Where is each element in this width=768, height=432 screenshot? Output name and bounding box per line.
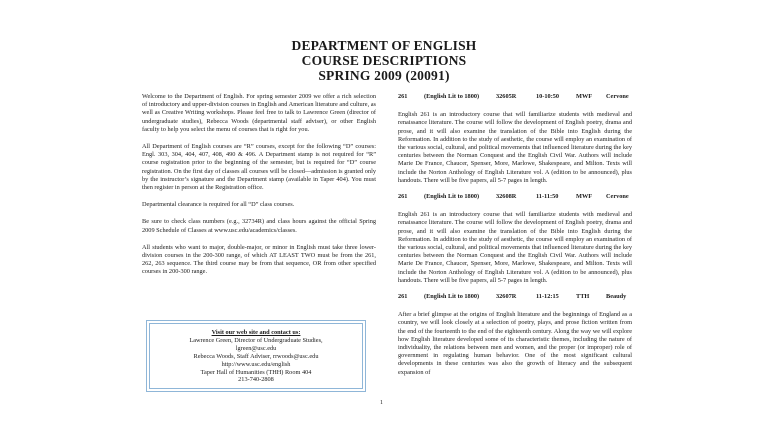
course-types-paragraph: All Department of English courses are “R” courses, except for the following “D” courses: Engl. 303, 304, 404, 407, 408, 490 & 496. A Department stamp is not required for “R” course registration prior to the beginning of the semester, but is required for “D” course registration. On the first day of classes all courses will be closed—admission is granted only by the instructor’s signature and the Department stamp (available in Taper 404). You must then register in person at the Registration office. (142, 143, 376, 192)
course-class-number: 32607R (496, 293, 517, 301)
course-number: 261 (398, 93, 408, 100)
contact-line: Lawrence Green, Director of Undergraduate Studies, (189, 336, 323, 344)
course-header (398, 193, 632, 201)
course-description: English 261 is an introductory course that will familiarize students with medieval and renaissance literature. The course will follow the development of English poetry, drama and prose, and it will also examine the translation of the Bible into English during the Reformation. In addition to the study of aesthetic, the course will employ an examination of the various social, cultural, and political movements that influenced literature during the key centuries between the Norman Conquest and the English Civil War. Authors will include Marie De France, Chaucer, Spenser, More, Marlowe, Shakespeare, and Milton. Texts will include the Norton Anthology of English Literature vol. A (edition to be announced), plus handouts. There will be five papers, all 5-7 pages in length. (398, 111, 632, 184)
class-numbers-paragraph: Be sure to check class numbers (e.g., 32734R) and class hours against the official Spring 2009 Schedule of Classes at www.usc.edu/academics/classes. (142, 218, 376, 234)
contact-phone: 213-740-2808 (238, 376, 274, 384)
course-days: MWF (576, 193, 593, 201)
major-requirements-paragraph: All students who want to major, double-major, or minor in English must take three lower-division courses in the 200-300 range, of which AT LEAST TWO must be from the 261, 262, 263 sequence. The third course may be from that sequence, OR from other specified courses in 200-300 range. (142, 243, 376, 276)
course-instructor: Beaudy (606, 293, 627, 301)
contact-address: Taper Hall of Humanities (THH) Room 404 (200, 368, 312, 376)
page-header (0, 38, 768, 83)
course-title: (English Lit to 1800) (424, 293, 480, 301)
contact-box (149, 323, 363, 389)
course-time: 11-12:15 (536, 293, 559, 301)
course-title: (English Lit to 1800) (424, 193, 480, 201)
document-title: COURSE DESCRIPTIONS (301, 53, 467, 68)
course-instructor: Cervone (606, 93, 629, 100)
course-time: 11-11:50 (536, 193, 559, 201)
course-number: 261 (398, 193, 408, 201)
semester-title: SPRING 2009 (20091) (318, 68, 450, 83)
course-number: 261 (398, 293, 408, 301)
course-class-number: 32608R (496, 193, 517, 201)
course-instructor: Cervone (606, 193, 629, 201)
department-title: DEPARTMENT OF ENGLISH (291, 38, 477, 53)
course-days: TTH (576, 293, 590, 301)
contact-email-green[interactable]: lgreen@usc.edu (235, 344, 277, 352)
course-description: After a brief glimpse at the origins of English literature and the beginnings of England as a country, we will look closely at a selection of poetry, plays, and prose fiction written from the end of the fourteenth to the end of the eighteenth century. Along the way we will explore how English literature developed some of its characteristic themes, including the nature of individuality, the relations between men and women, and the proper (or improper) role of government in regulating human behavior. One of the most significant cultural developments in these centuries was also the growth of literacy and the subsequent expansion of (398, 311, 632, 376)
course-class-number: 32605R (496, 93, 517, 100)
page-number: 1 (380, 400, 383, 406)
contact-line: Rebecca Woods, Staff Adviser, rrwoods@usc.edu (193, 352, 319, 360)
course-title: (English Lit to 1800) (424, 93, 480, 100)
course-header (398, 93, 632, 101)
contact-title: Visit our web site and contact us: (211, 329, 301, 336)
course-time: 10-10:50 (536, 93, 560, 100)
right-column (398, 93, 632, 385)
left-column (142, 93, 376, 286)
clearance-paragraph: Departmental clearance is required for all “D” class courses. (142, 201, 295, 209)
contact-website-link[interactable]: http://www.usc.edu/english (221, 360, 291, 368)
course-description: English 261 is an introductory course that will familiarize students with medieval and renaissance literature. The course will follow the development of English poetry, drama and prose, and it will also examine the translation of the Bible into English during the Reformation. In addition to the study of aesthetic, the course will employ an examination of the various social, cultural, and political movements that influenced literature during the key centuries between the Norman Conquest and the English Civil War. Authors will include Marie De France, Chaucer, Spenser, More, Marlowe, Shakespeare, and Milton. Texts will include the Norton Anthology of English Literature vol. A (edition to be announced), plus handouts. There will be five papers, all 5-7 pages in length. (398, 211, 632, 284)
course-header (398, 293, 632, 301)
course-days: MWF (576, 93, 593, 100)
welcome-paragraph: Welcome to the Department of English. For spring semester 2009 we offer a rich selection of introductory and upper-division courses in English and American literature and culture, as well as Creative Writing workshops. Please feel free to talk to Lawrence Green (director of undergraduate studies), Rebecca Woods (departmental staff adviser), or other English faculty to help you select the menu of courses that is right for you. (142, 93, 376, 133)
